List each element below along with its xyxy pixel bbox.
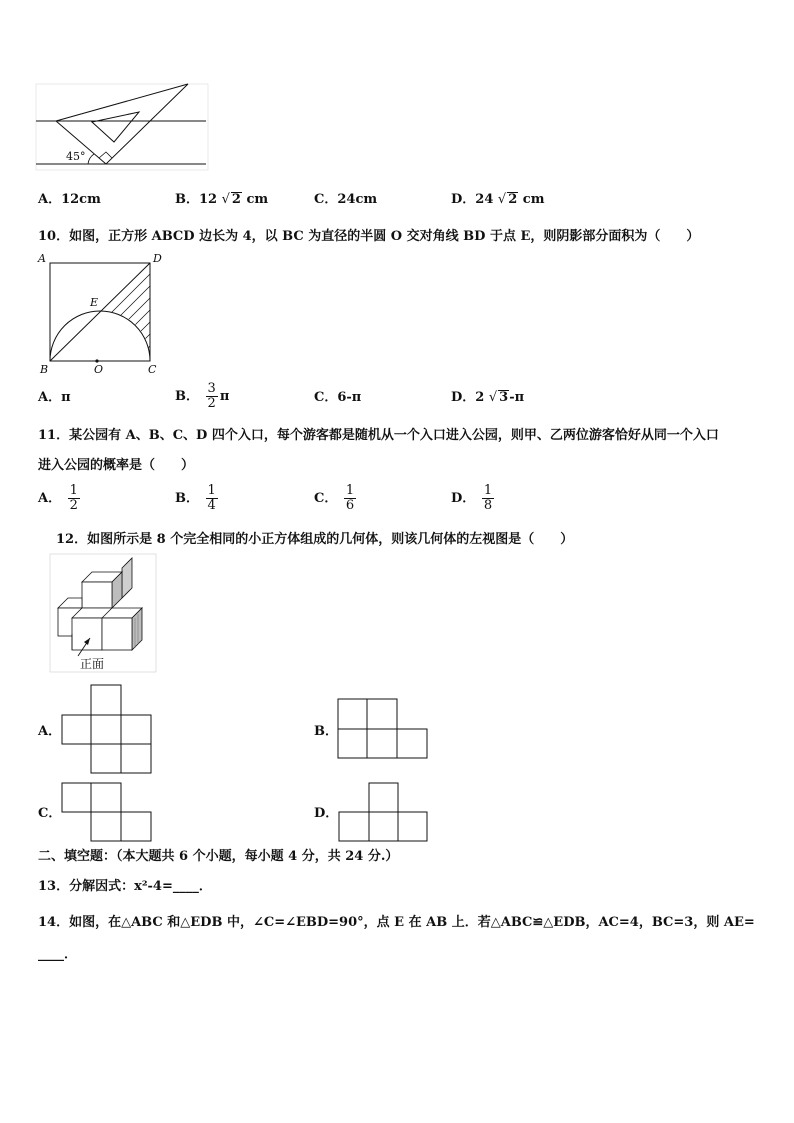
q12-option-c-figure[interactable] bbox=[60, 780, 156, 846]
q12-stem: 12．如图所示是 8 个完全相同的小正方体组成的几何体，则该几何体的左视图是（ ） bbox=[56, 532, 574, 547]
q9-option-b[interactable]: B．12 √ 2 cm bbox=[175, 192, 269, 207]
label-a: A bbox=[38, 252, 46, 265]
q11-option-a[interactable]: A． $\frac{1}{2}$ bbox=[38, 483, 78, 513]
q11-stem-line1: 11．某公园有 A、B、C、D 四个入口，每个游客都是随机从一个入口进入公园，则甲、乙两位游客恰好从同一个入口 bbox=[38, 428, 719, 443]
q10-option-d[interactable]: D．2 √ 3-π bbox=[451, 390, 525, 405]
q11-option-c[interactable]: C． $\frac{1}{6}$ bbox=[314, 483, 355, 513]
q11-option-b[interactable]: B． $\frac{1}{4}$ bbox=[175, 483, 216, 513]
q12-figure bbox=[50, 554, 156, 672]
section-heading: 二、填空题：（本大题共 6 个小题，每小题 4 分，共 24 分.） bbox=[38, 849, 399, 864]
q12-option-c-label[interactable]: C． bbox=[38, 806, 62, 821]
label-o: O bbox=[94, 363, 104, 376]
q10-option-c[interactable]: C．6-π bbox=[314, 390, 362, 405]
q12-option-a-figure[interactable] bbox=[60, 682, 156, 778]
front-label: 正面 bbox=[80, 657, 105, 671]
q12-option-d-figure[interactable] bbox=[336, 780, 432, 846]
label-c: C bbox=[148, 363, 157, 376]
q10-option-b[interactable]: B． $\frac{3}{2}$ π bbox=[175, 381, 230, 411]
q13-text: 13．分解因式：x²-4=____． bbox=[38, 879, 212, 894]
q12-option-a-label[interactable]: A． bbox=[38, 724, 62, 739]
label-d: D bbox=[153, 252, 162, 265]
q9-option-d[interactable]: D．24 √ 2 cm bbox=[451, 192, 545, 207]
q11-option-d[interactable]: D． $\frac{1}{8}$ bbox=[451, 483, 493, 513]
q11-stem-line2: 进入公园的概率是（ ） bbox=[38, 458, 195, 473]
label-e: E bbox=[90, 296, 99, 309]
q12-option-b-figure[interactable] bbox=[336, 696, 432, 762]
q9-figure bbox=[36, 84, 208, 170]
label-b: B bbox=[40, 363, 49, 376]
q10-stem: 10．如图，正方形 ABCD 边长为 4，以 BC 为直径的半圆 O 交对角线 BD 于点 E，则阴影部分面积为（ ） bbox=[38, 229, 700, 244]
q12-option-b-label[interactable]: B． bbox=[314, 724, 338, 739]
q14-line1: 14．如图，在△ABC 和△EDB 中，∠C=∠EBD=90°，点 E 在 AB 上．若△ABC≌△EDB，AC=4，BC=3，则 AE= bbox=[38, 915, 755, 930]
q10-option-a[interactable]: A．π bbox=[38, 390, 71, 405]
q9-option-c[interactable]: C．24cm bbox=[314, 192, 378, 207]
q9-option-a[interactable]: A．12cm bbox=[38, 192, 101, 207]
q14-line2: ____． bbox=[38, 947, 78, 962]
q10-figure bbox=[36, 250, 166, 378]
q12-option-d-label[interactable]: D． bbox=[314, 806, 339, 821]
angle-label: 45° bbox=[66, 150, 86, 163]
